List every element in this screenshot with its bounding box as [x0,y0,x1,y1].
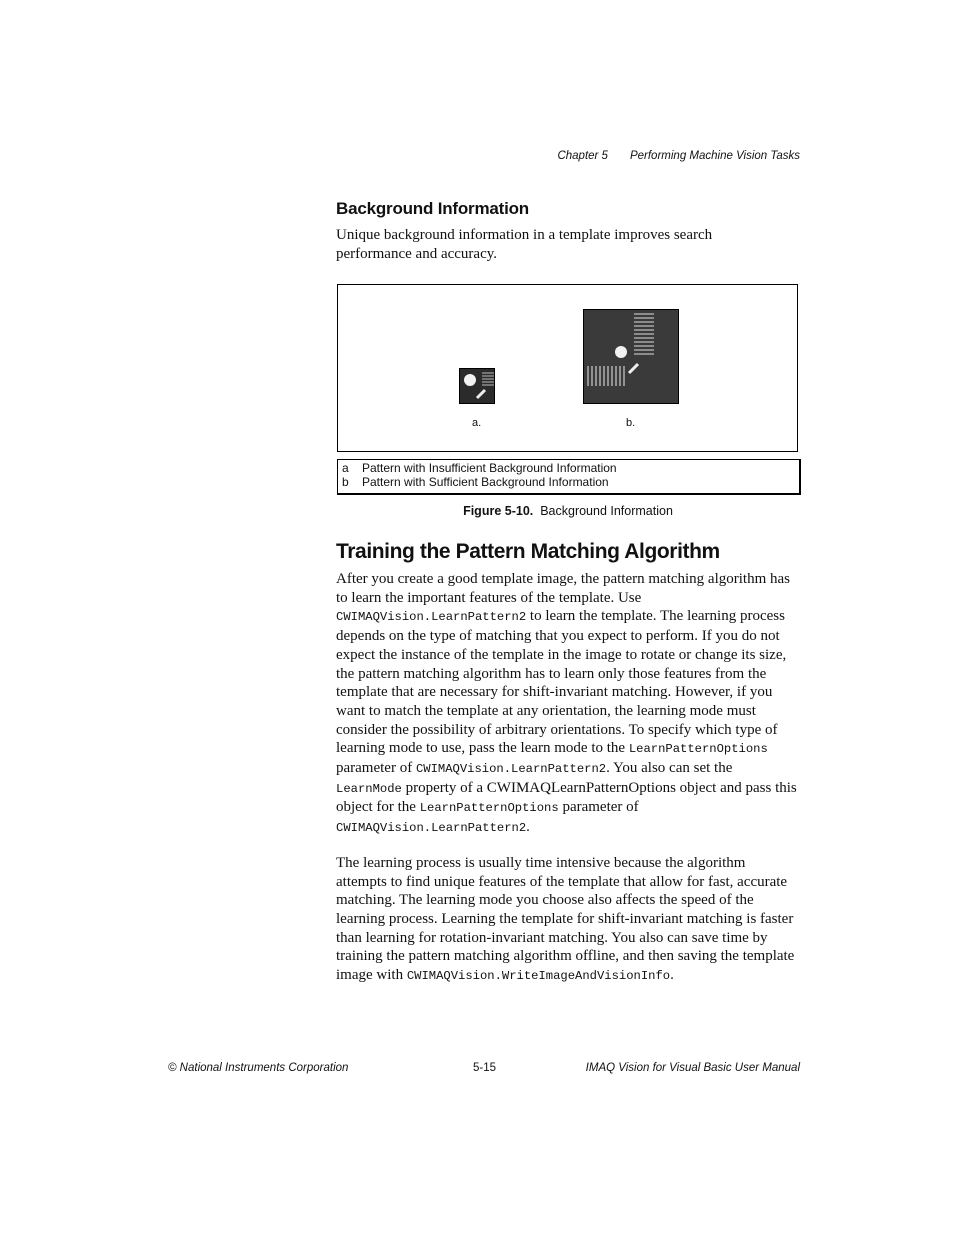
background-section [336,199,800,263]
code-ref: CWIMAQVision.LearnPattern2 [415,762,607,777]
footer-right: IMAQ Vision for Visual Basic User Manual [585,1062,800,1074]
chapter-title: Performing Machine Vision Tasks [629,150,800,162]
template-image-a [459,368,495,404]
footer-left: © National Instruments Corporation [168,1062,349,1074]
running-header [557,150,800,162]
code-ref: CWIMAQVision.WriteImageAndVisionInfo [406,969,671,984]
figure-title: Background Information [540,504,673,518]
legend-item [342,461,799,475]
body-paragraph: The learning process is usually time intensive because the algorithm attempts to find unique features of the template that allow for fast, accurate matching. The learning mode you choose also affects the speed of the learning process. Learning the template for shift-invariant matching is faster than learning for rotation-invariant matching. You also can save time by training the pattern matching algorithm offline, and then saving the template image with CWIMAQVision.WriteImageAndVisionInfo. [336,854,795,984]
code-ref: CWIMAQVision.LearnPattern2 [336,821,527,836]
legend-key: b [342,475,349,489]
figure-number: Figure 5-10. [463,504,534,518]
section-heading: Training the Pattern Matching Algorithm [336,540,720,563]
legend-text: Pattern with Insufficient Background Information [362,461,617,475]
template-image-b [583,309,679,404]
figure-legend [337,459,801,495]
figure-label-b: b. [626,417,636,429]
code-ref: LearnMode [336,781,402,796]
section-heading: Background Information [336,199,529,218]
figure-label-a: a. [472,417,482,429]
legend-text: Pattern with Sufficient Background Information [362,475,609,489]
training-section [336,540,800,986]
page-number: 5-15 [473,1062,497,1074]
code-ref: LearnPatternOptions [628,742,768,757]
legend-key: a [342,461,349,475]
code-ref: LearnPatternOptions [419,801,559,816]
chapter-label: Chapter 5 [557,150,608,162]
figure-caption [336,504,800,518]
code-ref: CWIMAQVision.LearnPattern2 [336,610,527,625]
body-paragraph: After you create a good template image, the pattern matching algorithm has to learn the important features of the template. Use CWIMAQVision.LearnPattern2 to learn the template. The learning process depends on the type of matching that you expect to perform. If you do not expect the instance of the template in the image to rotate or change its size, the pattern matching algorithm has to learn only those features from the template that are necessary for shift-invariant matching. However, if you want to match the template at any orientation, the learning mode must consider the possibility of arbitrary orientations. To specify which type of learning mode to use, pass the learn mode to the LearnPatternOptions parameter of CWIMAQVision.LearnPattern2. You also can set the LearnMode property of a CWIMAQLearnPatternOptions object and pass this object for the LearnPatternOptions parameter of CWIMAQVision.LearnPattern2. [336,571,797,836]
figure-frame [337,284,798,452]
legend-item [342,475,799,489]
body-paragraph: Unique background information in a template improves search performance and accuracy. [336,227,713,262]
